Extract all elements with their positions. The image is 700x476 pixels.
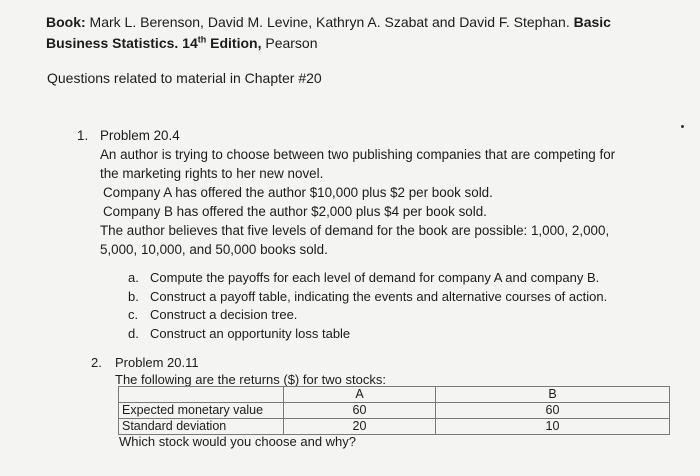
- question-1-subitems: [128, 269, 607, 343]
- book-citation: [46, 12, 646, 54]
- question-2-title: Problem 20.11: [115, 355, 199, 370]
- table-header-b: B: [436, 387, 670, 403]
- table-cell: 60: [436, 403, 670, 419]
- question-1-line: The author believes that five levels of demand for the book are possible: 1,000, 2,000,: [100, 223, 610, 238]
- table-header-a: A: [284, 387, 436, 403]
- book-title: Basic Business Statistics. 14th Edition,: [46, 14, 611, 51]
- question-1-line: Company B has offered the author $2,000 plus $4 per book sold.: [103, 204, 487, 219]
- ink-dot: [681, 125, 684, 128]
- question-1-number: 1.: [77, 128, 89, 143]
- table-cell: 60: [284, 403, 436, 419]
- question-1-line: the marketing rights to her new novel.: [100, 166, 324, 181]
- subitem: d. Construct an opportunity loss table: [128, 325, 351, 341]
- table-cell: [119, 387, 284, 403]
- table-cell: 20: [284, 419, 436, 435]
- question-2-prompt: Which stock would you choose and why?: [119, 434, 357, 449]
- chapter-heading: Questions related to material in Chapter #20: [47, 70, 322, 86]
- book-label: Book:: [46, 14, 86, 30]
- subitem: b. Construct a payoff table, indicating the events and alternative courses of action.: [128, 288, 608, 304]
- subitem: a. Compute the payoffs for each level of demand for company A and company B.: [128, 270, 600, 285]
- publisher: Pearson: [261, 35, 318, 51]
- table-cell: 10: [436, 419, 670, 435]
- question-2-intro: The following are the returns ($) for two stocks:: [115, 372, 386, 387]
- table-row: [119, 403, 670, 419]
- question-1-line: An author is trying to choose between two publishing companies that are competing for: [100, 147, 616, 162]
- question-1-line: Company A has offered the author $10,000 plus $2 per book sold.: [103, 185, 493, 200]
- question-1-title: Problem 20.4: [100, 128, 180, 143]
- subitem: c. Construct a decision tree.: [128, 307, 298, 322]
- table-row: [119, 419, 670, 435]
- question-1-line: 5,000, 10,000, and 50,000 books sold.: [100, 242, 328, 257]
- table-header-row: [119, 387, 670, 403]
- authors: Mark L. Berenson, David M. Levine, Kathryn A. Szabat and David F. Stephan.: [85, 14, 574, 30]
- table-cell: Standard deviation: [119, 419, 284, 435]
- table-cell: Expected monetary value: [119, 403, 284, 419]
- returns-table: [118, 386, 670, 435]
- question-2-number: 2.: [91, 355, 102, 370]
